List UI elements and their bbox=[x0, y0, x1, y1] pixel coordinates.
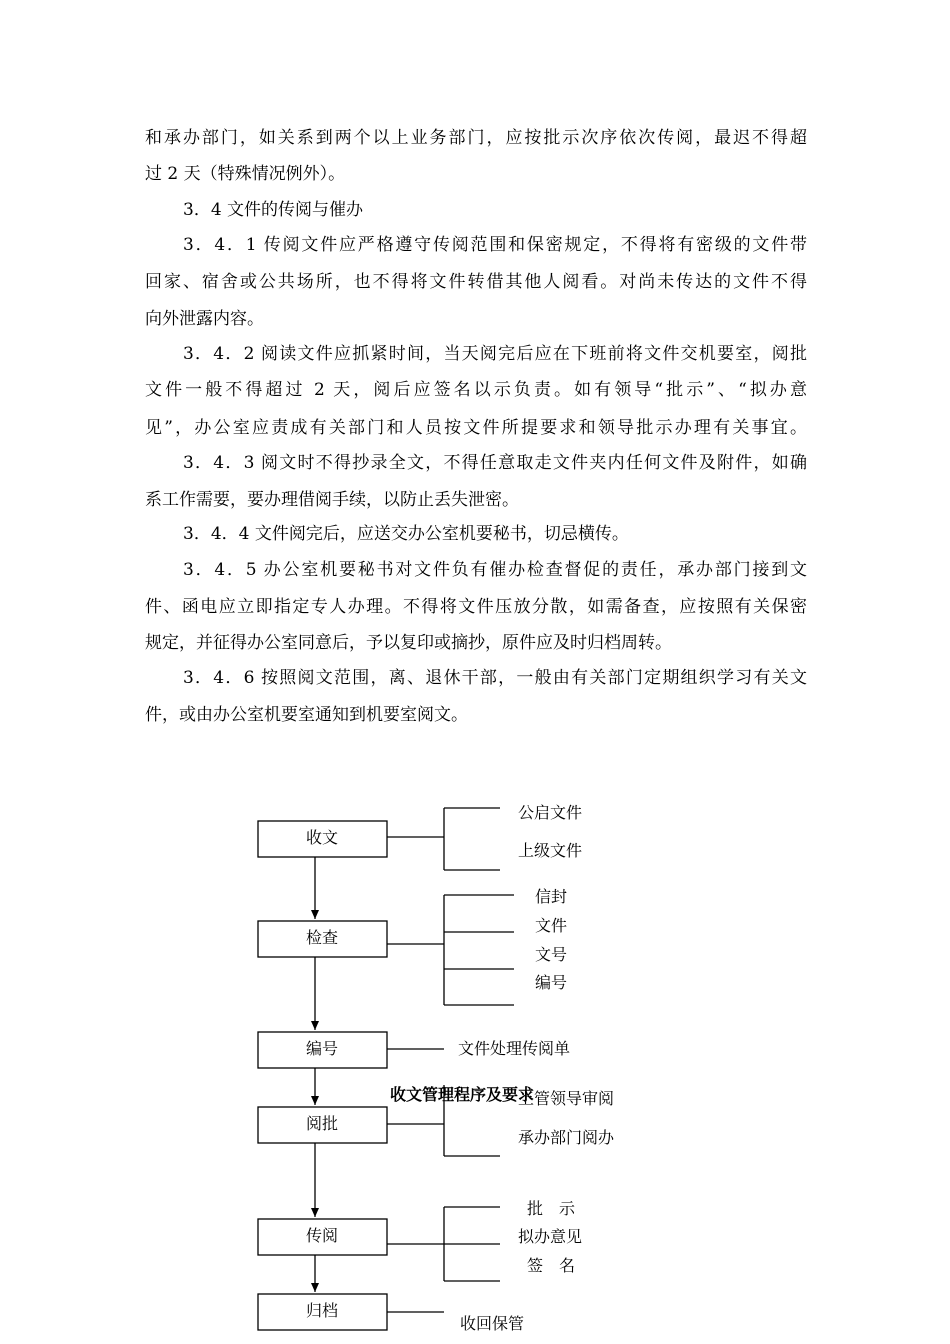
branch-label: 签 名 bbox=[527, 1256, 576, 1275]
section-heading: 3．4 文件的传阅与催办 bbox=[183, 200, 364, 220]
step-archive-label: 归档 bbox=[305, 1301, 339, 1320]
branch-label: 拟办意见 bbox=[518, 1227, 583, 1246]
branch-connector bbox=[387, 895, 514, 1005]
branch-label: 批 示 bbox=[527, 1199, 576, 1218]
branch-label: 信封 bbox=[535, 887, 568, 906]
step-number-label: 编号 bbox=[305, 1039, 339, 1058]
branch-label: 公启文件 bbox=[518, 803, 583, 822]
text-line: 系工作需要，要办理借阅手续，以防止丢失泄密。 bbox=[145, 490, 519, 510]
flowchart-title: 收文管理程序及要求 bbox=[390, 1085, 535, 1104]
text-line: 3．4．1 传阅文件应严格遵守传阅范围和保密规定，不得将有密级的文件带 bbox=[183, 235, 807, 255]
text-line: 回家、宿舍或公共场所，也不得将文件转借其他人阅看。对尚未传达的文件不得 bbox=[145, 272, 807, 292]
text-line: 件，或由办公室机要室通知到机要室阅文。 bbox=[145, 705, 468, 725]
branch-label: 文件处理传阅单 bbox=[458, 1039, 571, 1058]
text-line: 过 2 天（特殊情况例外）。 bbox=[145, 164, 346, 184]
branch-label: 上级文件 bbox=[518, 841, 583, 860]
branch-label: 文件 bbox=[535, 916, 568, 935]
branch-label: 上管领导审阅 bbox=[518, 1089, 615, 1108]
text-line: 规定，并征得办公室同意后，予以复印或摘抄，原件应及时归档周转。 bbox=[145, 633, 672, 653]
text-line: 文件一般不得超过 2 天，阅后应签名以示负责。如有领导“批示”、“拟办意 bbox=[145, 380, 807, 400]
text-line: 和承办部门，如关系到两个以上业务部门，应按批示次序依次传阅，最迟不得超 bbox=[145, 128, 807, 148]
step-check-label: 检查 bbox=[305, 928, 339, 947]
step-receive-label: 收文 bbox=[305, 828, 339, 847]
branch-label: 编号 bbox=[535, 973, 568, 992]
branch-connector bbox=[387, 1207, 500, 1281]
text-line: 3．4．4 文件阅完后，应送交办公室机要秘书，切忌横传。 bbox=[183, 524, 629, 544]
text-line: 件、函电应立即指定专人办理。不得将文件压放分散，如需备查，应按照有关保密 bbox=[145, 597, 807, 617]
step-circulate-label: 传阅 bbox=[305, 1226, 339, 1245]
text-line: 3．4．6 按照阅文范围，离、退休干部，一般由有关部门定期组织学习有关文 bbox=[183, 668, 807, 688]
branch-label: 文号 bbox=[535, 945, 568, 964]
step-review-label: 阅批 bbox=[305, 1114, 339, 1133]
text-line: 见”，办公室应责成有关部门和人员按文件所提要求和领导批示办理有关事宜。 bbox=[145, 418, 807, 438]
branch-label: 承办部门阅办 bbox=[518, 1128, 615, 1147]
text-line: 向外泄露内容。 bbox=[145, 309, 264, 329]
text-line: 3．4．3 阅文时不得抄录全文，不得任意取走文件夹内任何文件及附件，如确 bbox=[183, 453, 807, 473]
branch-connector bbox=[387, 808, 500, 870]
text-line: 3．4．5 办公室机要秘书对文件负有催办检查督促的责任，承办部门接到文 bbox=[183, 560, 807, 580]
branch-label: 收回保管 bbox=[460, 1314, 525, 1333]
text-line: 3．4．2 阅读文件应抓紧时间，当天阅完后应在下班前将文件交机要室，阅批 bbox=[183, 344, 807, 364]
